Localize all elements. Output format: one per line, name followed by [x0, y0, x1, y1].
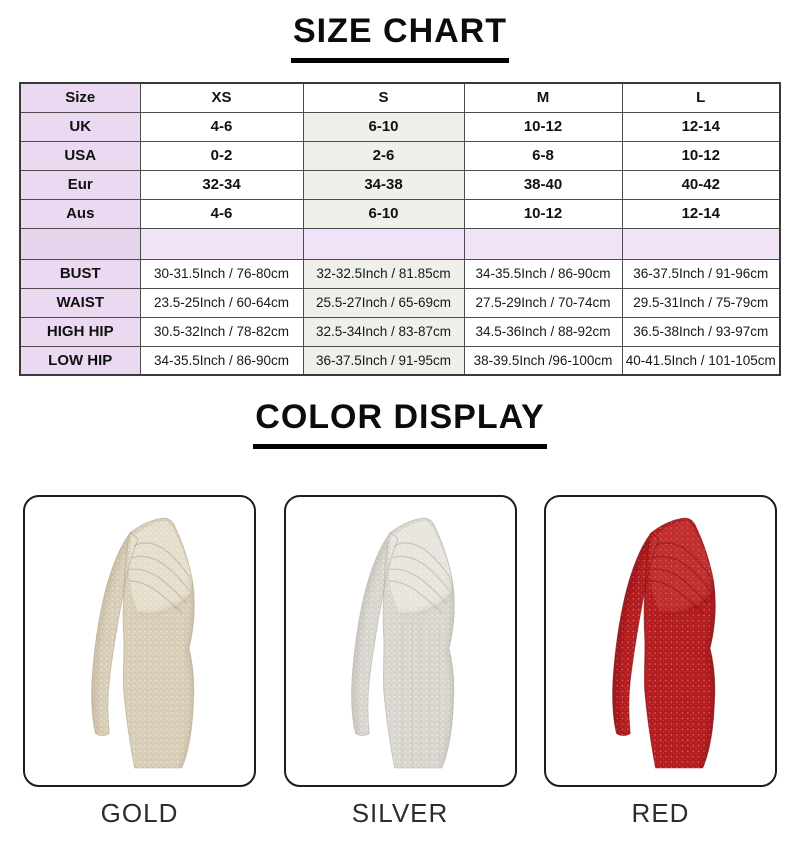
gold-dress-photo: [23, 495, 256, 787]
table-row-aus: [20, 199, 780, 228]
color-label-red: RED: [631, 798, 690, 828]
table-cell: 36-37.5Inch / 91-95cm: [303, 346, 464, 375]
table-row-high-hip: [20, 317, 780, 346]
spacer-row: [20, 228, 780, 259]
table-cell: 32-32.5Inch / 81.85cm: [303, 259, 464, 288]
spacer-cell: [20, 228, 140, 259]
row-label: Eur: [20, 170, 140, 199]
silver-dress-illustration: [299, 505, 501, 777]
table-cell: 2-6: [303, 141, 464, 170]
table-cell: 32-34: [140, 170, 303, 199]
gold-dress-illustration: [39, 505, 241, 777]
header-cell-l: L: [622, 83, 780, 112]
header-cell-m: M: [464, 83, 622, 112]
table-row-waist: [20, 288, 780, 317]
spacer-cell: [464, 228, 622, 259]
table-cell: 10-12: [622, 141, 780, 170]
size-chart-title-block: [0, 12, 800, 63]
table-cell: 6-10: [303, 112, 464, 141]
header-cell-xs: XS: [140, 83, 303, 112]
table-cell: 6-10: [303, 199, 464, 228]
table-cell: 10-12: [464, 112, 622, 141]
table-header-row: [20, 83, 780, 112]
red-dress-illustration: [560, 505, 762, 777]
color-display-title-block: [0, 398, 800, 449]
table-cell: 4-6: [140, 199, 303, 228]
row-label: HIGH HIP: [20, 317, 140, 346]
table-cell: 29.5-31Inch / 75-79cm: [622, 288, 780, 317]
table-cell: 34-38: [303, 170, 464, 199]
table-cell: 40-41.5Inch / 101-105cm: [622, 346, 780, 375]
table-cell: 30.5-32Inch / 78-82cm: [140, 317, 303, 346]
table-cell: 36-37.5Inch / 91-96cm: [622, 259, 780, 288]
color-display-title: COLOR DISPLAY: [253, 398, 546, 449]
table-cell: 32.5-34Inch / 83-87cm: [303, 317, 464, 346]
table-cell: 36.5-38Inch / 93-97cm: [622, 317, 780, 346]
table-cell: 27.5-29Inch / 70-74cm: [464, 288, 622, 317]
row-label: Aus: [20, 199, 140, 228]
table-cell: 10-12: [464, 199, 622, 228]
table-cell: 12-14: [622, 199, 780, 228]
row-label: WAIST: [20, 288, 140, 317]
spacer-cell: [303, 228, 464, 259]
size-chart-table: [19, 82, 781, 376]
table-row-eur: [20, 170, 780, 199]
table-cell: 34.5-36Inch / 88-92cm: [464, 317, 622, 346]
table-row-usa: [20, 141, 780, 170]
table-cell: 6-8: [464, 141, 622, 170]
color-cards-row: [0, 495, 800, 829]
color-card-gold: [23, 495, 256, 829]
spacer-cell: [622, 228, 780, 259]
spacer-cell: [140, 228, 303, 259]
table-row-uk: [20, 112, 780, 141]
row-label: BUST: [20, 259, 140, 288]
color-card-red: [544, 495, 777, 829]
red-dress-photo: [544, 495, 777, 787]
header-cell-s: S: [303, 83, 464, 112]
row-label: UK: [20, 112, 140, 141]
table-row-low-hip: [20, 346, 780, 375]
table-cell: 12-14: [622, 112, 780, 141]
table-cell: 34-35.5Inch / 86-90cm: [464, 259, 622, 288]
color-label-gold: GOLD: [100, 798, 179, 828]
table-cell: 40-42: [622, 170, 780, 199]
table-row-bust: [20, 259, 780, 288]
size-chart-title: SIZE CHART: [291, 12, 509, 63]
row-label: LOW HIP: [20, 346, 140, 375]
header-cell-size: Size: [20, 83, 140, 112]
row-label: USA: [20, 141, 140, 170]
table-cell: 30-31.5Inch / 76-80cm: [140, 259, 303, 288]
table-cell: 4-6: [140, 112, 303, 141]
table-cell: 23.5-25Inch / 60-64cm: [140, 288, 303, 317]
table-cell: 25.5-27Inch / 65-69cm: [303, 288, 464, 317]
table-cell: 34-35.5Inch / 86-90cm: [140, 346, 303, 375]
table-cell: 38-39.5Inch /96-100cm: [464, 346, 622, 375]
table-cell: 38-40: [464, 170, 622, 199]
table-cell: 0-2: [140, 141, 303, 170]
silver-dress-photo: [284, 495, 517, 787]
color-label-silver: SILVER: [351, 798, 449, 828]
color-card-silver: [284, 495, 517, 829]
